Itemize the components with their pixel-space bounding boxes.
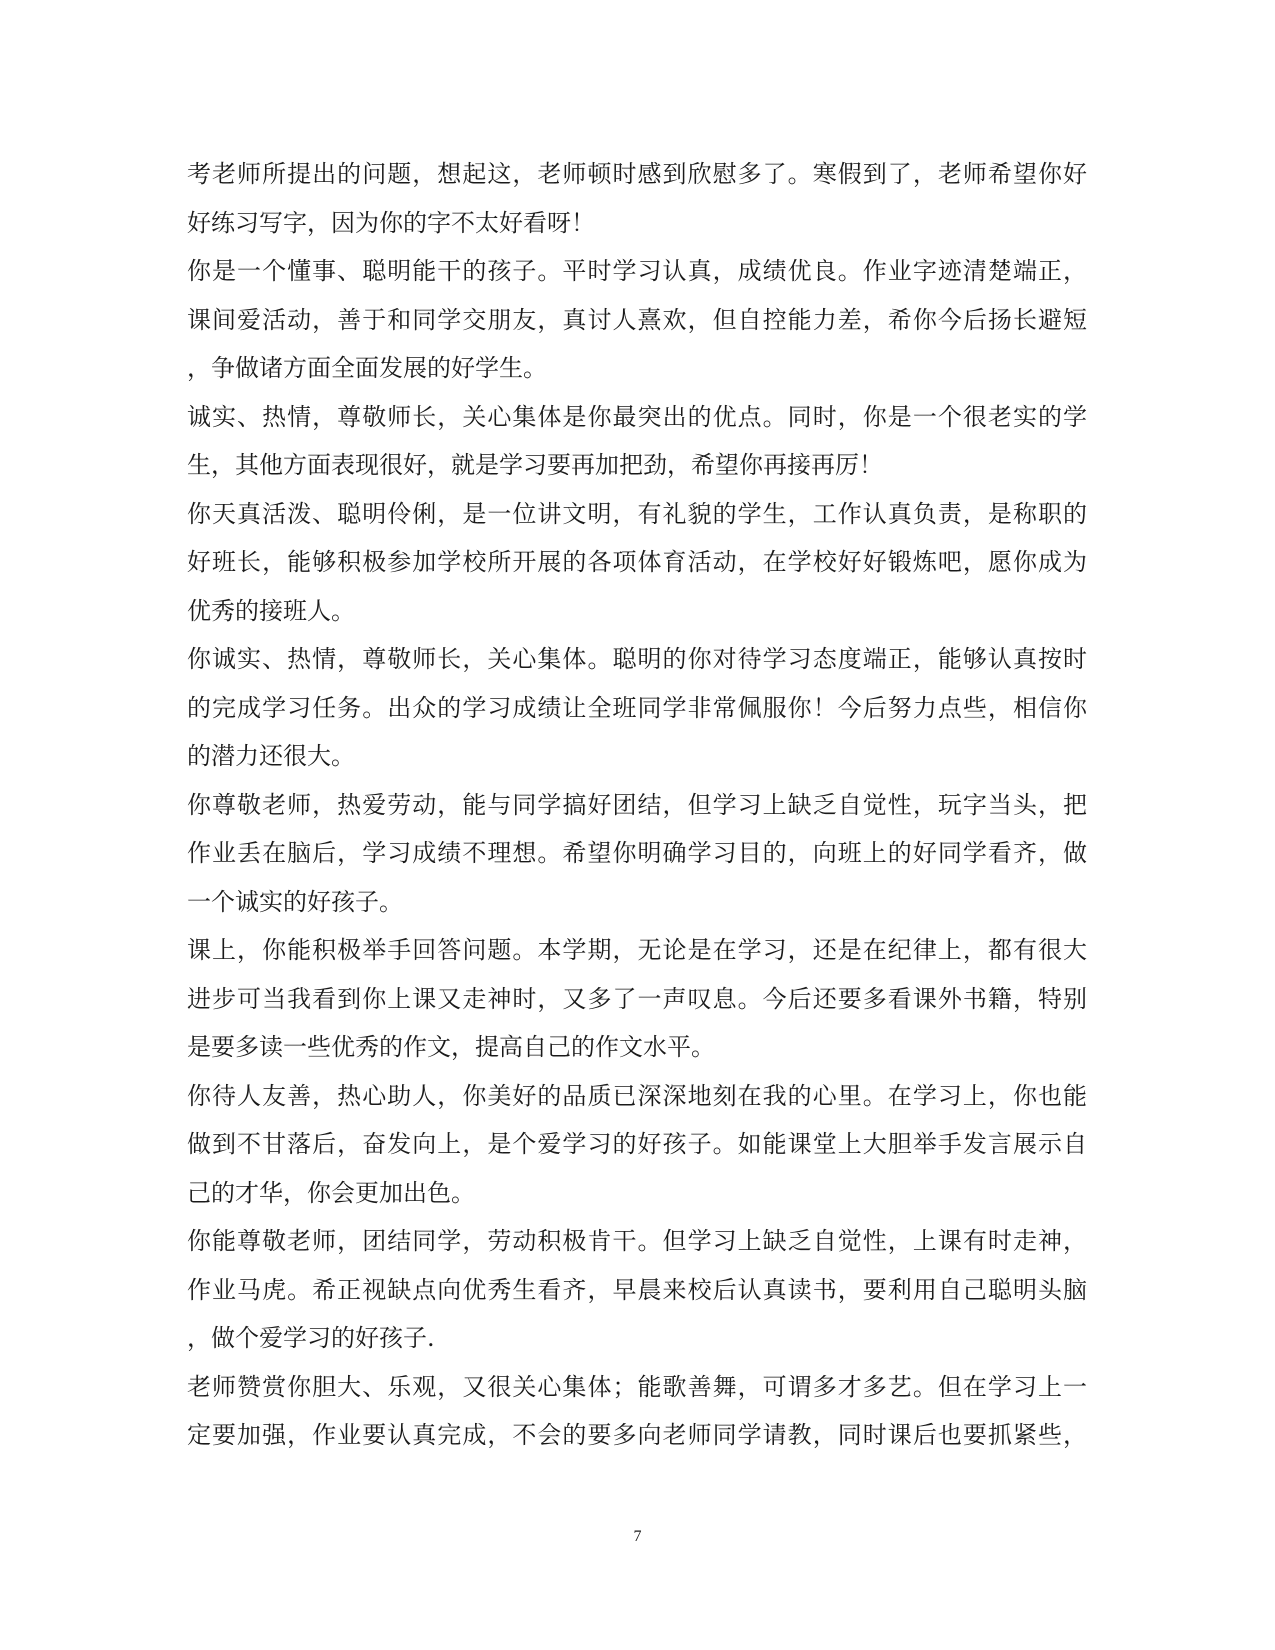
text-line: 优秀的接班人。 — [187, 596, 355, 625]
text-line: 是要多读一些优秀的作文，提高自己的作文水平。 — [187, 1033, 715, 1061]
text-line: 你能尊敬老师，团结同学，劳动积极肯干。但学习上缺乏自觉性，上课有时走神， — [187, 1227, 1087, 1255]
text-line: 的潜力还很大。 — [187, 742, 355, 770]
text-line: 的完成学习任务。出众的学习成绩让全班同学非常佩服你！今后努力点些，相信你 — [187, 693, 1087, 722]
text-line: 你诚实、热情，尊敬师长，关心集体。聪明的你对待学习态度端正，能够认真按时 — [187, 645, 1087, 673]
text-line: 生，其他方面表现很好，就是学习要再加把劲，希望你再接再厉！ — [187, 451, 883, 479]
text-line: 你天真活泼、聪明伶俐，是一位讲文明，有礼貌的学生，工作认真负责，是称职的 — [187, 499, 1087, 528]
text-line: 你待人友善，热心助人，你美好的品质已深深地刻在我的心里。在学习上，你也能 — [187, 1081, 1087, 1110]
text-line: 你尊敬老师，热爱劳动，能与同学搞好团结，但学习上缺乏自觉性，玩字当头，把 — [187, 790, 1087, 819]
text-line: 一个诚实的好孩子。 — [187, 887, 403, 916]
text-line: 诚实、热情，尊敬师长，关心集体是你最突出的优点。同时，你是一个很老实的学 — [187, 402, 1087, 431]
text-line: 好班长，能够积极参加学校所开展的各项体育活动，在学校好好锻炼吧，愿你成为 — [187, 548, 1087, 576]
text-line: 定要加强，作业要认真完成，不会的要多向老师同学请教，同时课后也要抓紧些， — [187, 1421, 1087, 1449]
text-line: 考老师所提出的问题，想起这，老师顿时感到欣慰多了。寒假到了，老师希望你好 — [187, 160, 1087, 188]
text-line: 你是一个懂事、聪明能干的孩子。平时学习认真，成绩优良。作业字迹清楚端正， — [187, 257, 1087, 285]
text-line: ，争做诸方面全面发展的好学生。 — [187, 354, 547, 382]
text-line: 作业丢在脑后，学习成绩不理想。希望你明确学习目的，向班上的好同学看齐，做 — [187, 839, 1087, 867]
text-line: ，做个爱学习的好孩子. — [187, 1324, 435, 1352]
text-line: 好练习写字，因为你的字不太好看呀！ — [187, 208, 595, 237]
text-line: 作业马虎。希正视缺点向优秀生看齐，早晨来校后认真读书，要利用自己聪明头脑 — [187, 1275, 1087, 1304]
text-line: 进步可当我看到你上课又走神时，又多了一声叹息。今后还要多看课外书籍，特别 — [187, 984, 1087, 1013]
text-line: 做到不甘落后，奋发向上，是个爱学习的好孩子。如能课堂上大胆举手发言展示自 — [187, 1130, 1087, 1158]
page-number: 7 — [633, 1528, 642, 1545]
text-line: 课上，你能积极举手回答问题。本学期，无论是在学习，还是在纪律上，都有很大 — [187, 936, 1087, 964]
text-line: 老师赞赏你胆大、乐观，又很关心集体；能歌善舞，可谓多才多艺。但在学习上一 — [187, 1372, 1087, 1401]
text-line: 课间爱活动，善于和同学交朋友，真讨人熹欢，但自控能力差，希你今后扬长避短 — [187, 305, 1087, 334]
document-body — [187, 150, 1087, 1460]
text-line: 己的才华，你会更加出色。 — [187, 1178, 475, 1207]
